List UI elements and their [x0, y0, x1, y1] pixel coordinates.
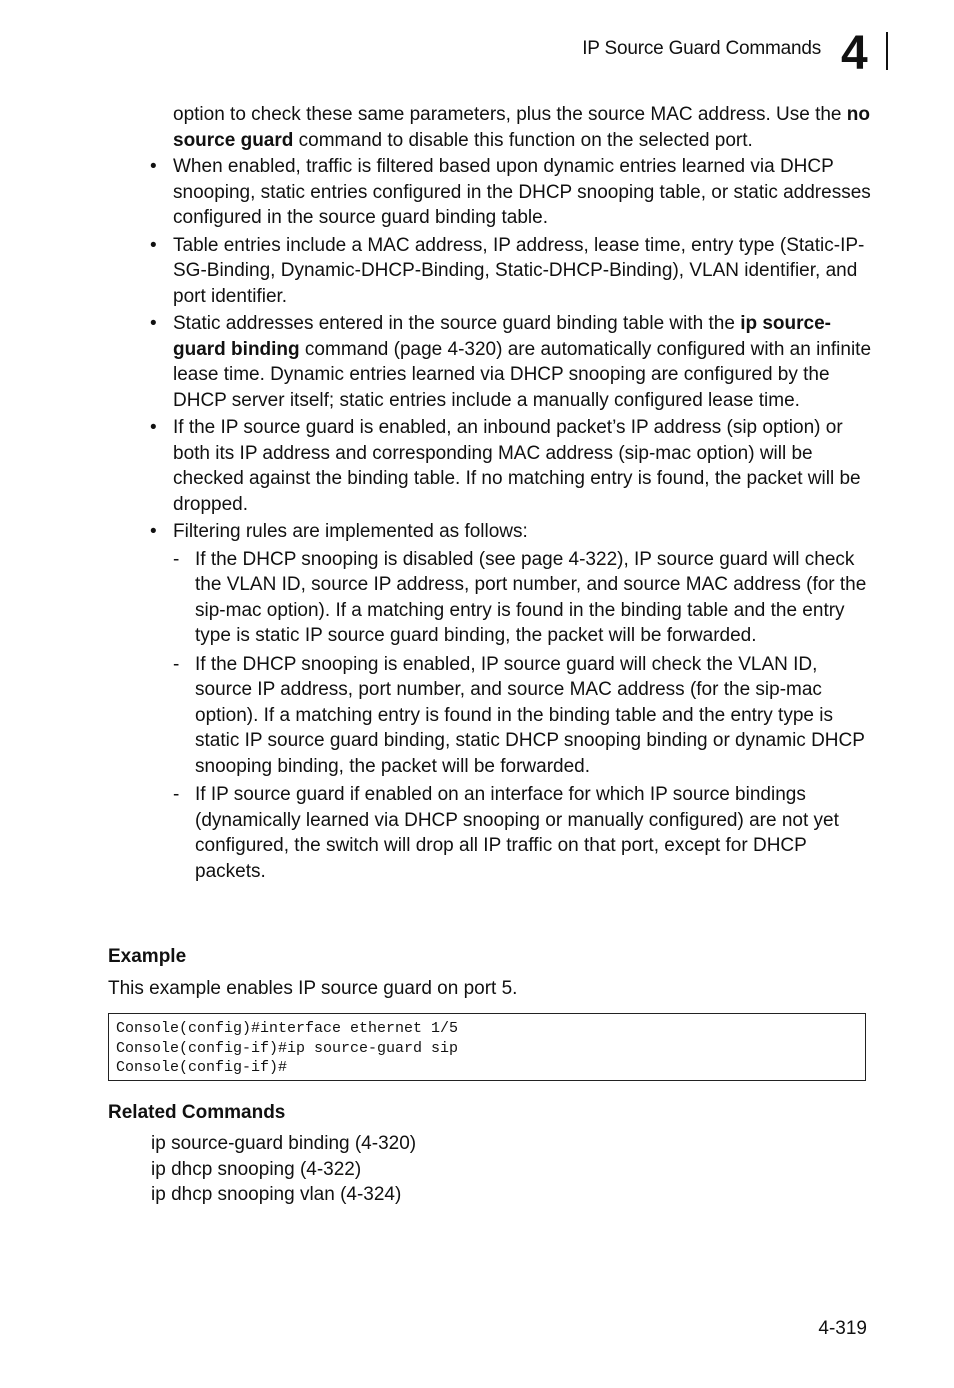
sub-list-item-text: If the DHCP snooping is disabled (see page 4-322), IP source guard will check the VLAN ID, source IP address, port number, and source MAC address (for the sip-mac option). If a matching entry is found in the binding table and the entry type is static IP source guard binding, the packet will be forwarded. — [195, 548, 867, 646]
running-header-title: IP Source Guard Commands — [582, 38, 821, 59]
continuation-text-2: command to disable this function on the selected port. — [293, 129, 753, 151]
list-item — [150, 311, 872, 413]
list-item-text: Filtering rules are implemented as follows: — [173, 521, 528, 542]
list-item-text: Table entries include a MAC address, IP address, lease time, entry type (Static-IP-SG-Binding, Dynamic-DHCP-Binding, Static-DHCP-Binding), VLAN identifier, and port identifier. — [173, 234, 865, 307]
code-line: Console(config)#interface ethernet 1/5 — [116, 1020, 459, 1037]
list-item — [150, 154, 872, 231]
dash-icon: - — [173, 653, 180, 675]
code-example — [108, 1013, 866, 1081]
example-heading: Example — [108, 946, 187, 967]
sub-list-item — [173, 782, 872, 884]
list-item-text: command (page 4-320) are automatically configured with an infinite lease time. Dynamic entries learned via DHCP snooping are configured by the DHCP server itself; static entries include a manually configured lease time. — [173, 338, 872, 411]
chapter-number: 4 — [841, 27, 868, 80]
related-command-item: ip dhcp snooping vlan (4-324) — [151, 1184, 402, 1205]
bullet-icon: • — [150, 313, 157, 334]
list-item — [150, 233, 872, 310]
continuation-command: no source guard — [173, 104, 870, 151]
list-item-command: ip source-guard binding — [173, 313, 832, 360]
dash-icon: - — [173, 548, 180, 570]
usage-guidelines-list — [150, 154, 872, 887]
sub-list-item-text: If IP source guard if enabled on an interface for which IP source bindings (dynamically learned via DHCP snooping or manually configured) are not yet configured, the switch will drop all IP traffic on that port, except for DHCP packets. — [195, 784, 839, 882]
sub-list-item — [173, 547, 872, 649]
code-line: Console(config-if)# — [116, 1059, 288, 1076]
list-item-text: When enabled, traffic is filtered based upon dynamic entries learned via DHCP snooping, static entries configured in the DHCP snooping table, or static addresses configured in the source guard binding table. — [173, 156, 871, 228]
page-number: 4-319 — [818, 1318, 867, 1339]
related-commands-heading: Related Commands — [108, 1102, 286, 1123]
code-line: Console(config-if)#ip source-guard sip — [116, 1039, 459, 1057]
bullet-icon: • — [150, 234, 157, 256]
example-intro: This example enables IP source guard on port 5. — [108, 978, 518, 999]
list-item-text: Static addresses entered in the source guard binding table with the — [173, 313, 741, 334]
sub-list-item — [173, 652, 872, 780]
list-item — [150, 415, 872, 517]
continuation-paragraph — [173, 102, 873, 153]
bullet-icon: • — [150, 156, 157, 177]
related-command-item: ip source-guard binding (4-320) — [151, 1133, 417, 1154]
bullet-icon: • — [150, 521, 157, 542]
sub-list-item-text: If the DHCP snooping is enabled, IP source guard will check the VLAN ID, source IP address, port number, and source MAC address (for the sip-mac option). If a matching entry is found in the binding table and the entry type is static IP source guard binding, static DHCP snooping binding or dynamic DHCP snooping binding, the packet will be forwarded. — [195, 653, 865, 777]
related-commands-list — [151, 1131, 416, 1208]
related-command-item: ip dhcp snooping (4-322) — [151, 1158, 362, 1180]
bullet-icon: • — [150, 417, 157, 438]
filtering-rules-list — [173, 547, 872, 885]
continuation-text-1: option to check these same parameters, plus the source MAC address. Use the — [173, 104, 847, 125]
dash-icon: - — [173, 784, 180, 805]
chapter-divider — [886, 32, 888, 70]
list-item-text: If the IP source guard is enabled, an inbound packet’s IP address (sip option) or both its IP address and corresponding MAC address (sip-mac option) will be checked against the binding table. If no matching entry is found, the packet will be dropped. — [173, 417, 861, 515]
list-item — [150, 519, 872, 884]
